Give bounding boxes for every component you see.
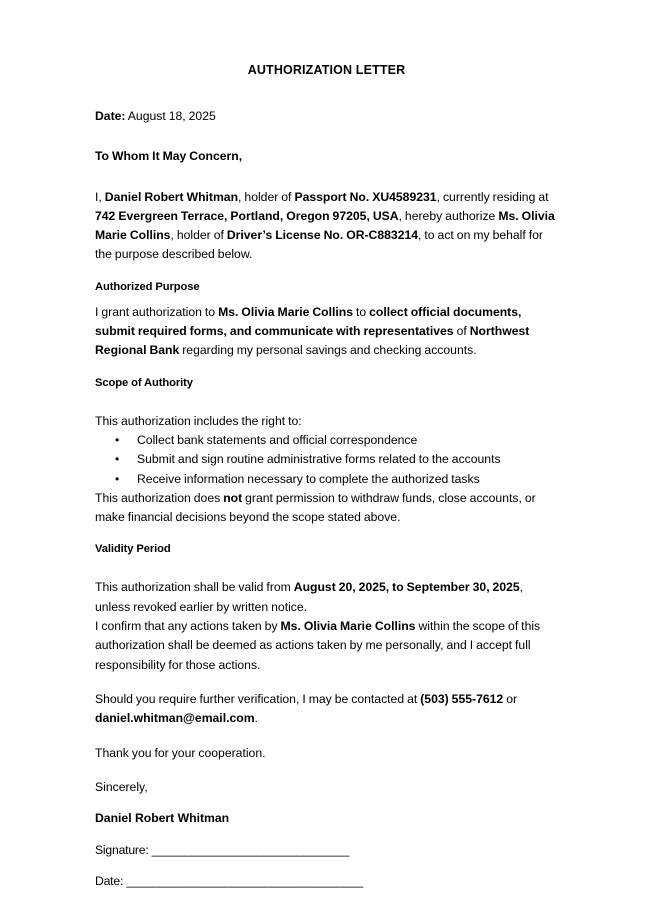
section-heading-authorized-purpose: Authorized Purpose	[95, 280, 200, 293]
purpose-agent-name: Ms. Olivia Marie Collins	[218, 304, 353, 319]
authorized-purpose-paragraph	[95, 303, 558, 361]
section-heading-scope-of-authority: Scope of Authority	[95, 376, 193, 389]
scope-restriction	[95, 489, 558, 528]
purpose-seg4: regarding my personal savings and checking accounts.	[179, 343, 477, 358]
intro-seg4: , hereby authorize	[398, 208, 499, 223]
bank-name: Northwest Regional Bank	[95, 324, 530, 358]
contact-seg2: or	[503, 691, 518, 706]
validity-seg1: This authorization shall be valid from	[95, 580, 294, 595]
intro-seg3: , currently residing at	[436, 189, 549, 204]
salutation: To Whom It May Concern,	[95, 149, 243, 164]
validity-dates: August 20, 2025, to September 30, 2025	[293, 580, 520, 595]
list-item	[95, 431, 558, 450]
confirm-agent-name: Ms. Olivia Marie Collins	[280, 619, 416, 634]
scope-intro: This authorization includes the right to:	[95, 413, 302, 428]
confirm-seg1: I confirm that any actions taken by	[95, 619, 281, 634]
date-value: August 18, 2025	[125, 109, 216, 123]
intro-seg5: , holder of	[170, 228, 227, 243]
intro-paragraph	[95, 188, 558, 265]
letter-body	[95, 62, 558, 904]
agent-name: Ms. Olivia Marie Collins	[95, 208, 555, 243]
bullet-icon: •	[115, 452, 120, 467]
validity-paragraph	[95, 578, 558, 617]
contact-seg3: .	[254, 711, 258, 726]
section-heading-validity-period: Validity Period	[95, 543, 171, 556]
signature-line: Signature: ______________________________	[95, 842, 350, 857]
thanks-line: Thank you for your cooperation.	[95, 745, 266, 760]
list-item-label: Submit and sign routine administrative forms related to the accounts	[137, 452, 501, 467]
signer-name: Daniel Robert Whitman	[95, 811, 230, 826]
contact-paragraph	[95, 690, 558, 729]
purpose-seg2: to	[353, 304, 370, 319]
grantor-name: Daniel Robert Whitman	[104, 189, 239, 204]
bullet-icon: •	[115, 432, 120, 447]
date-line	[95, 107, 558, 126]
passport-number: Passport No. XU4589231	[294, 189, 437, 204]
signature-date-line: Date: ____________________________________	[95, 874, 364, 889]
purpose-seg1: I grant authorization to	[95, 304, 219, 319]
intro-seg2: , holder of	[238, 189, 295, 204]
confirm-seg2: within the scope of this authorization shall be deemed as actions taken by me personally, and I accept full responsibility for those actions.	[95, 619, 541, 672]
confirmation-paragraph	[95, 617, 558, 675]
scope-bullet-list	[95, 431, 558, 489]
restriction-emphasis: not	[223, 490, 243, 505]
closing-sincerely: Sincerely,	[95, 779, 148, 794]
contact-seg1: Should you require further verification, I may be contacted at	[95, 691, 421, 706]
purpose-actions: collect official documents, submit required forms, and communicate with representatives	[95, 304, 522, 339]
intro-seg6: , to act on my behalf for the purpose described below.	[95, 228, 543, 262]
list-item-label: Collect bank statements and official correspondence	[137, 432, 418, 447]
validity-seg2: , unless revoked earlier by written notice.	[95, 580, 524, 614]
list-item	[95, 450, 558, 469]
contact-phone: (503) 555-7612	[420, 691, 504, 706]
grantor-address: 742 Evergreen Terrace, Portland, Oregon 97205, USA	[95, 208, 399, 223]
date-label: Date:	[95, 109, 126, 123]
list-item	[95, 470, 558, 489]
list-item-label: Receive information necessary to complete the authorized tasks	[137, 471, 480, 486]
intro-seg1: I,	[95, 189, 105, 204]
purpose-seg3: of	[453, 324, 470, 339]
license-number: Driver’s License No. OR-C883214	[226, 228, 419, 243]
page-title: AUTHORIZATION LETTER	[247, 63, 406, 77]
contact-email: daniel.whitman@email.com	[95, 711, 255, 726]
bullet-icon: •	[115, 471, 120, 486]
restriction-seg2: grant permission to withdraw funds, close accounts, or make financial decisions beyond the scope stated above.	[95, 490, 536, 525]
restriction-seg1: This authorization does	[95, 490, 224, 505]
